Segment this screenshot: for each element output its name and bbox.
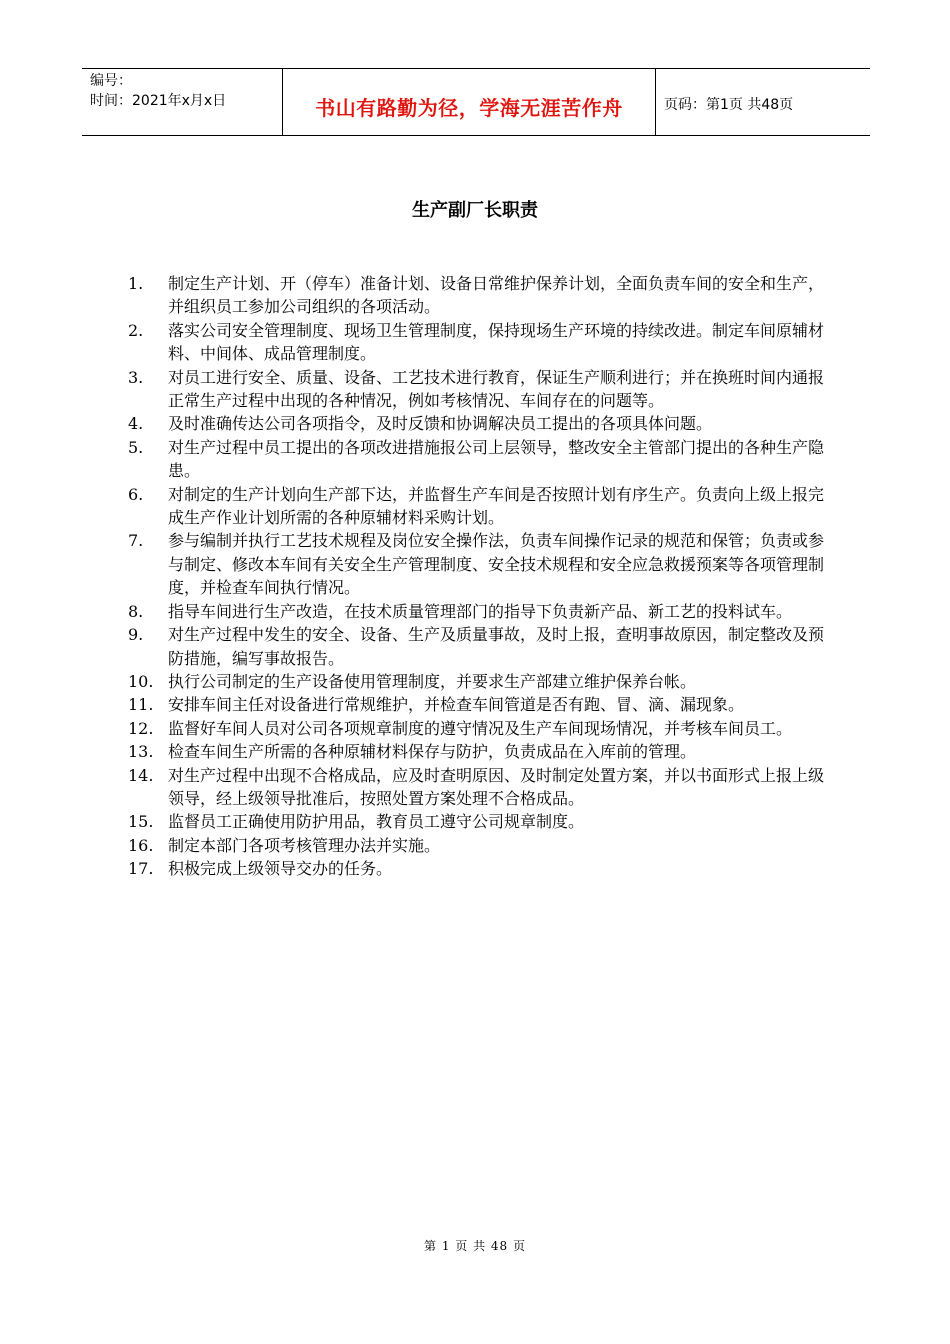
duty-number: 12. [128,718,154,738]
duty-text: 监督好车间人员对公司各项规章制度的遵守情况及生产车间现场情况，并考核车间员工。 [168,718,793,738]
duty-number: 2. [128,320,144,340]
duty-item [128,810,828,833]
duty-item [128,764,828,811]
duty-item [128,834,828,857]
duty-list [128,272,828,881]
duty-text: 对员工进行安全、质量、设备、工艺技术进行教育，保证生产顺利进行；并在换班时间内通报正常生产过程中出现的各种情况，例如考核情况、车间存在的问题等。 [168,367,825,411]
document-title: 生产副厂长职责 [412,200,538,221]
duty-item [128,483,828,530]
duty-number: 9. [128,625,144,645]
duty-item [128,529,828,599]
duty-item [128,319,828,366]
duty-item [128,272,828,319]
duty-number: 13. [128,742,154,762]
duty-item [128,600,828,623]
document-time-label: 时间：2021年x月x日 [90,93,227,109]
duty-number: 5. [128,437,144,457]
duty-number: 3. [128,367,144,387]
duty-number: 14. [128,765,154,785]
duty-number: 11. [128,695,154,715]
duty-text: 对生产过程中员工提出的各项改进措施报公司上层领导，整改安全主管部门提出的各种生产隐患。 [168,437,825,481]
duty-item [128,740,828,763]
duty-number: 16. [128,835,154,855]
duty-text: 对制定的生产计划向生产部下达，并监督生产车间是否按照计划有序生产。负责向上级上报完成生产作业计划所需的各种原辅材料采购计划。 [168,484,825,528]
duty-text: 对生产过程中出现不合格成品，应及时查明原因、及时制定处置方案，并以书面形式上报上级领导，经上级领导批准后，按照处置方案处理不合格成品。 [168,765,825,808]
duty-text: 落实公司安全管理制度、现场卫生管理制度，保持现场生产环境的持续改进。制定车间原辅材料、中间体、成品管理制度。 [168,320,825,364]
document-header [82,68,870,136]
header-left-cell [82,69,282,135]
duty-text: 检查车间生产所需的各种原辅材料保存与防护，负责成品在入库前的管理。 [168,742,697,762]
duty-item [128,693,828,716]
duty-number: 8. [128,601,144,621]
header-page-info: 页码：第1页 共48页 [664,97,794,113]
duty-number: 6. [128,484,144,504]
duty-item [128,717,828,740]
duty-item [128,623,828,670]
duty-text: 制定生产计划、开（停车）准备计划、设备日常维护保养计划，全面负责车间的安全和生产，并组织员工参加公司组织的各项活动。 [168,274,825,317]
duty-text: 对生产过程中发生的安全、设备、生产及质量事故，及时上报，查明事故原因，制定整改及预防措施，编写事故报告。 [168,625,825,668]
duty-item [128,670,828,693]
duty-number: 10. [128,671,154,691]
duty-text: 监督员工正确使用防护用品，教育员工遵守公司规章制度。 [168,812,585,832]
duty-text: 安排车间主任对设备进行常规维护，并检查车间管道是否有跑、冒、滴、漏现象。 [168,695,745,715]
duty-number: 15. [128,812,154,832]
duty-text: 执行公司制定的生产设备使用管理制度，并要求生产部建立维护保养台帐。 [168,671,697,691]
duty-item [128,366,828,413]
duty-text: 制定本部门各项考核管理办法并实施。 [168,835,441,855]
duty-number: 17. [128,859,154,879]
header-motto: 书山有路勤为径，学海无涯苦作舟 [315,95,623,120]
duty-text: 参与编制并执行工艺技术规程及岗位安全操作法，负责车间操作记录的规范和保管；负责或参与制定、修改本车间有关安全生产管理制度、安全技术规程和安全应急救援预案等各项管理制度，并检查车间执行情况。 [168,531,825,598]
duty-text: 指导车间进行生产改造，在技术质量管理部门的指导下负责新产品、新工艺的投料试车。 [168,601,793,621]
duty-item [128,412,828,435]
header-motto-cell [282,69,656,135]
document-number-label: 编号： [90,73,132,89]
duty-text: 及时准确传达公司各项指令，及时反馈和协调解决员工提出的各项具体问题。 [168,414,713,434]
duty-number: 4. [128,414,144,434]
header-page-cell [656,69,870,135]
duty-text: 积极完成上级领导交办的任务。 [168,859,393,879]
page-footer: 第 1 页 共 48 页 [424,1239,526,1253]
duty-item [128,857,828,880]
duty-item [128,436,828,483]
duty-number: 7. [128,531,144,551]
duty-number: 1. [128,274,144,293]
